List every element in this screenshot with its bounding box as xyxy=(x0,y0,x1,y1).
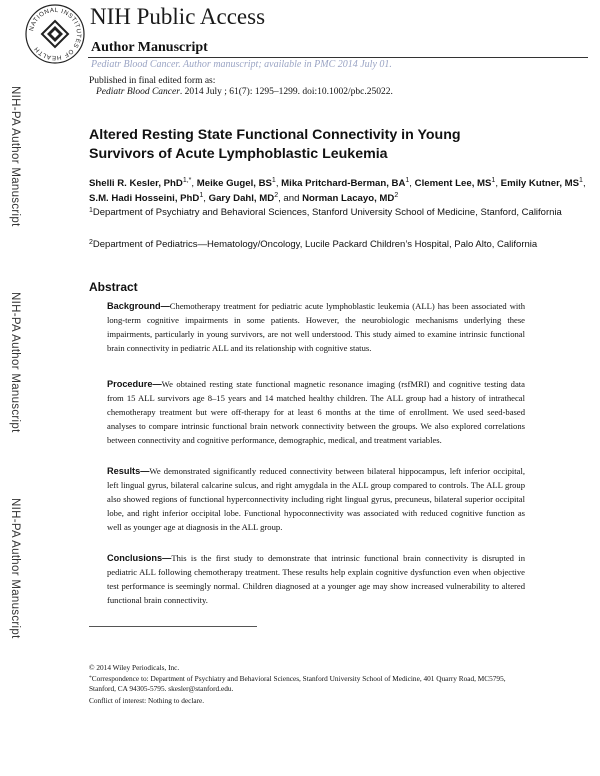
nih-seal-icon xyxy=(24,3,86,65)
availability-text: . Author manuscript; available in PMC 2014 July 01. xyxy=(178,59,392,70)
correspondence-note: *Correspondence to: Department of Psychiatry and Behavioral Sciences, Stanford University School of Medicine, 401 Quarry Road, MC5795, Stanford, CA 94305-5795. skesler@stanford.edu. xyxy=(89,674,506,693)
author: Shelli R. Kesler, PhD$^{1,*}$, xyxy=(89,177,197,189)
nih-public-access-title: NIH Public Access xyxy=(90,4,266,29)
abstract-procedure: Procedure—We obtained resting state functional magnetic resonance imaging (rsfMRI) and cognitive testing data from 15 ALL survivors age 8–15 years and 14 matched healthy children. The ALL group had a history of intrathecal chemotherapy treatment but were off-therapy for at least 6 months at the time of enrollment. We used seed-based analyses to compare intrinsic functional brain network connectivity between the groups. We also explored correlations between connectivity and cognitive performance, demographic, medical, and treatment variables. xyxy=(107,379,525,445)
affiliation-1: $^1$Department of Psychiatry and Behavioral Sciences, Stanford University School of Medicine, Stanford, California xyxy=(89,207,562,218)
author: Emily Kutner, $MS^1$, xyxy=(500,177,586,189)
conflict-note: Conflict of interest: Nothing to declare. xyxy=(89,696,205,705)
abstract-results: Results—We demonstrated significantly reduced connectivity between bilateral hippocampus, left inferior occipital, left lingual gyrus, bilateral calcarine sulcus, and right amygdala in the ALL group compared to controls. The ALL group also showed regions of functional hyperconnectivity including right lingual gyrus, precuneus, bilateral superior occipital lobe, and right inferior occipital lobe. Functional hypoconnectivity was associated with reduced cognitive function as well as younger age at diagnosis in the ALL group. xyxy=(107,466,525,532)
section-label: Conclusions— xyxy=(107,553,172,563)
footnote-rule xyxy=(89,626,257,627)
section-label: Procedure— xyxy=(107,379,162,389)
availability-journal: Pediatr Blood Cancer xyxy=(91,59,179,70)
citation-journal: Pediatr Blood Cancer xyxy=(96,87,180,97)
nih-logo xyxy=(24,3,86,65)
published-label: Published in final edited form as: xyxy=(89,76,216,86)
citation-details: . 2014 July ; 61(7): 1295–1299. doi:10.1002/pbc.25022. xyxy=(179,87,393,97)
author: Gary Dahl, $MD^2$, and xyxy=(208,192,303,204)
side-label-3: NIH-PA Author Manuscript xyxy=(9,498,21,639)
side-label-2: NIH-PA Author Manuscript xyxy=(9,292,21,433)
article-title: Altered Resting State Functional Connectivity in Young Survivors of Acute Lymphoblastic Leukemia xyxy=(89,127,461,162)
author: Norman Lacayo, $MD^2$ xyxy=(302,192,399,204)
abstract-background: Background—Chemotherapy treatment for pediatric acute lymphoblastic leukemia (ALL) has been associated with long-term cognitive impairments in some patients. However, the neurobiologic mechanisms underlying these impairments, particularly in young survivors, are not well understood. This study aimed to examine intrinsic functional brain connectivity in pediatric ALL and its relationship with cognitive status. xyxy=(107,301,525,353)
seal-ring-text: NATIONAL INSTITUTES OF HEALTH xyxy=(28,6,83,62)
author: S.M. Hadi Hosseini, PhD$^1$, xyxy=(89,192,209,204)
affiliation-2: $^2$Department of Pediatrics—Hematology/Oncology, Lucile Packard Children’s Hospital, Palo Alto, California xyxy=(89,239,538,250)
copyright-note: © 2014 Wiley Periodicals, Inc. xyxy=(89,663,180,672)
abstract-heading: Abstract xyxy=(89,280,138,294)
side-label-1: NIH-PA Author Manuscript xyxy=(9,86,21,227)
author: Clement Lee, $MS^1$, xyxy=(414,177,501,189)
author-list xyxy=(89,176,589,206)
section-label: Background— xyxy=(107,301,170,311)
citation xyxy=(96,86,393,98)
author-manuscript-subtitle: Author Manuscript xyxy=(91,40,208,55)
availability-line xyxy=(91,59,392,71)
abstract-conclusions: Conclusions—This is the first study to demonstrate that intrinsic functional brain connectivity is disrupted in pediatric ALL following chemotherapy treatment. These results help explain cognitive dysfunction even when objective test performance is seemingly normal. Children diagnosed at a younger age may show increased vulnerability to altered functional brain connectivity. xyxy=(107,553,525,605)
header-divider xyxy=(88,57,588,58)
section-label: Results— xyxy=(107,466,150,476)
author: Meike Gugel, $BS^1$, xyxy=(196,177,282,189)
author: Mika Pritchard-Berman, $BA^1$, xyxy=(281,177,415,189)
